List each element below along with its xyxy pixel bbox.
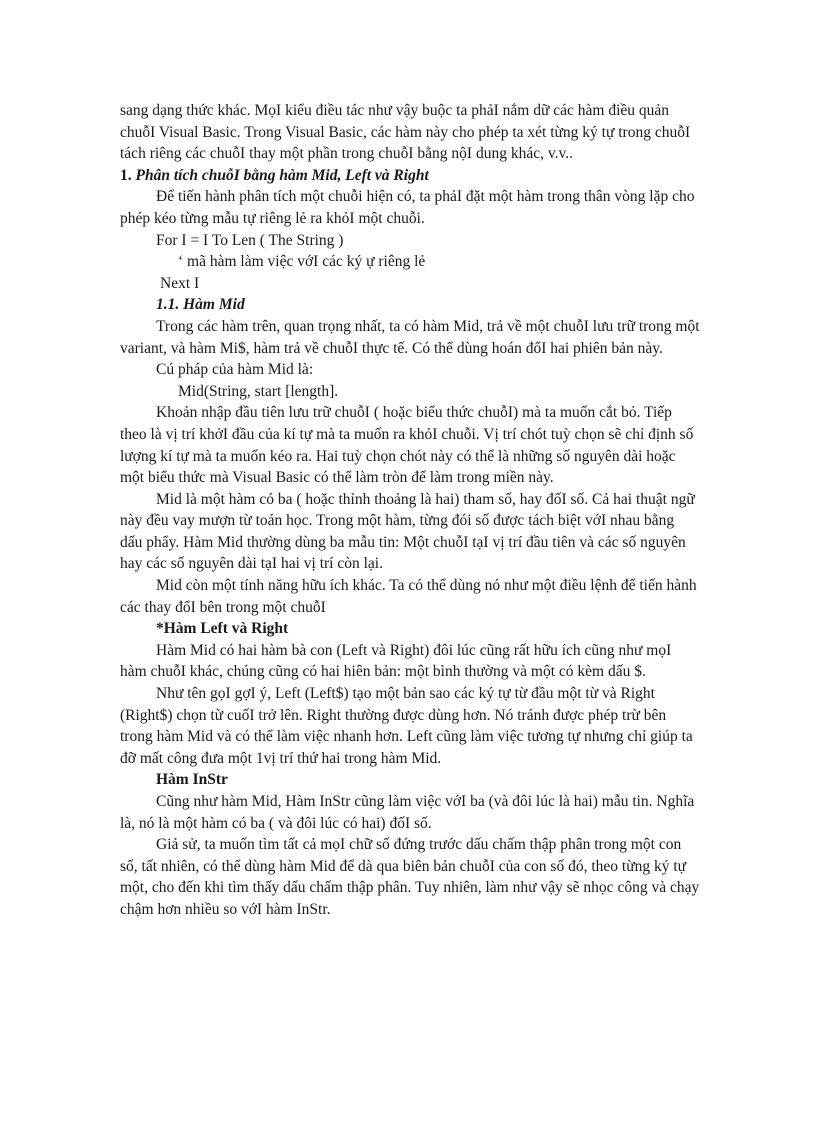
subsection-heading-mid: 1.1. Hàm Mid [156,296,245,314]
paragraph-mid-args: Khoản nhập đầu tiên lưu trữ chuỗI ( hoặc biểu thức chuỗI) mà ta muốn cắt bỏ. Tiếp theo là vị trí khởI đầu của kí tự mà ta muốn ra khỏI chuỗi. Vị trí chót tuỳ chọn sẽ chỉ định số lượng kí tự mà ta muốn kéo ra. Hai tuỳ chọn chót này có thể là những số nguyên dài hoặc một biểu thức mà Visual Basic có thể làm tròn để làm trong miền này. [120,404,694,487]
paragraph-intro: sang dạng thức khác. MọI kiểu điều tác như vậy buộc ta phảI nắm dữ các hàm điều quản chuỗI Visual Basic. Trong Visual Basic, các hàm này cho phép ta xét từng ký tự trong chuỗI tách riêng các chuỗI thay một phần trong chuỗI bằng nộI dung khác, v.v.. [120,102,691,163]
code-line-for: For I = I To Len ( The String ) [156,231,344,249]
paragraph-mid-params: Mid là một hàm có ba ( hoặc thỉnh thoảng là hai) tham số, hay đốI số. Cả hai thuật ngữ này đều vay mượn từ toán học. Trong một hàm, từng đói số được tách biệt vớI nhau bằng dấu phẩy. Hàm Mid thường dùng ba mẫu tin: Một chuỗI tạI vị trí đầu tiên và các số nguyên hay các số nguyên dài tạI hai vị trí còn lại. [120,490,695,573]
paragraph-left-right-detail: Như tên gọI gợI ý, Left (Left$) tạo một bản sao các ký tự từ đầu một từ và Right (Right$) chọn từ cuốI trở lên. Right thường được dùng hơn. Nó tránh được phép trừ bên trong hàm Mid và có thể làm việc nhanh hơn. Left cũng làm việc tương tự nhưng chỉ giúp ta đỡ mất công đưa một 1vị trí thứ hai trong hàm Mid. [120,685,693,767]
code-line-comment: ‘ mã hàm làm việc vớI các ký ự riêng lẻ [178,253,426,271]
subsection-heading-left-right: *Hàm Left và Right [156,620,289,638]
section-title: Phân tích chuỗI bằng hàm Mid, Left và Right [135,166,429,184]
document-page [120,100,700,921]
section-number: 1. [120,166,132,184]
paragraph-mid-feature: Mid còn một tính năng hữu ích khác. Ta có thể dùng nó như một điều lệnh để tiến hành các thay đổI bên trong một chuỗI [120,577,697,616]
paragraph-instr: Cũng như hàm Mid, Hàm InStr cũng làm việc vớI ba (và đôi lúc là hai) mẫu tin. Nghĩa là, nó là một hàm có ba ( và đôi lúc có hai) đốI số. [120,793,695,832]
paragraph-syntax: Mid(String, start [length]. [178,382,339,400]
paragraph-mid-intro: Trong các hàm trên, quan trọng nhất, ta có hàm Mid, trả về một chuỗI lưu trữ trong một variant, và hàm Mi$, hàm trả về chuỗI thực tế. Có thể dùng hoán đổI hai phiên bản này. [120,317,700,357]
paragraph-syntax-label: Cú pháp của hàm Mid là: [156,361,314,379]
paragraph-instr-example: Giả sử, ta muốn tìm tất cả mọI chữ số đứng trước dấu chấm thập phân trong một con số, tất nhiên, có thể dùng hàm Mid để dà qua biên bản chuỗI của con số đó, theo từng ký tự một, cho đến khi tìm thấy dấu chấm thập phân. Tuy nhiên, làm như vậy sẽ nhọc công và chạy chậm hơn nhiều so vớI hàm InStr. [120,836,700,918]
subsection-heading-instr: Hàm InStr [156,771,228,789]
section-heading-1 [120,165,700,187]
code-line-next: Next I [160,274,200,292]
paragraph-left-right: Hàm Mid có hai hàm bà con (Left và Right) đôi lúc cũng rất hữu ích cũng như mọI hàm chuỗI khác, chúng cũng có hai hiên bản: một bình thường và một có kèm dấu $. [120,641,672,681]
paragraph-analysis: Để tiến hành phân tích một chuỗi hiện có, ta phảI đặt một hàm trong thân vòng lặp cho phép kéo từng mẫu tự riêng lẻ ra khỏI một chuỗi. [120,188,695,227]
